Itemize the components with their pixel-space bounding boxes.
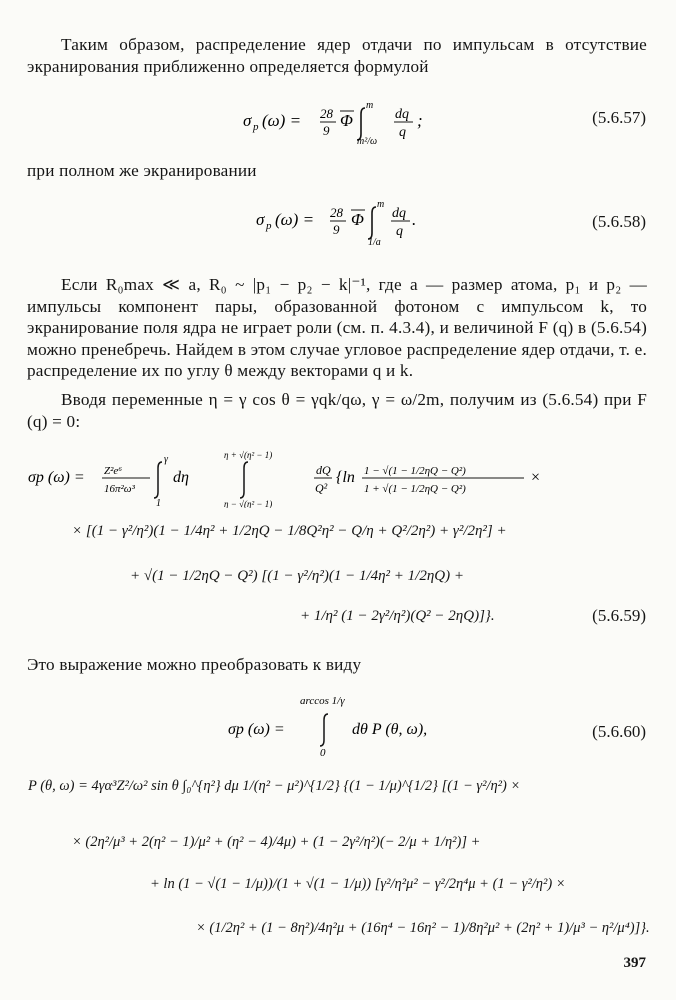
eq58-phi: Φ xyxy=(351,210,364,229)
eq59-coef-num: Z²e⁶ xyxy=(104,465,123,477)
eqp-line3: + ln (1 − √(1 − 1/μ))/(1 + √(1 − 1/μ)) [γ²/η²μ² − γ²/2η⁴μ + (1 − γ²/η²) × xyxy=(150,876,566,892)
eq59-int2-upper: η + √(η² − 1) xyxy=(224,450,273,460)
eq59-coef-den: 16π²ω³ xyxy=(104,483,135,495)
eq59-ln: {ln xyxy=(336,469,355,486)
eq58-integrand: dq xyxy=(392,206,406,221)
eq60-lower: 0 xyxy=(320,747,326,759)
eq57-lhs-arg: (ω) = xyxy=(262,111,302,130)
page-number: 397 xyxy=(623,955,646,971)
eq59-dq: dQ xyxy=(316,463,331,477)
eq60-number: (5.6.60) xyxy=(592,722,646,741)
eqp-line1: P (θ, ω) = 4γα³Z²/ω² sin θ ∫₀^{η²} dμ 1/(η² − μ²)^{1/2} {(1 − 1/μ)^{1/2} [(1 − γ²/η²) × xyxy=(28,778,521,794)
eq57-frac-num: 28 xyxy=(320,106,333,121)
eq57-phi: Φ xyxy=(340,111,353,130)
eq57-integrand-den: q xyxy=(399,125,406,140)
eq58-lhs-arg: (ω) = xyxy=(275,210,315,229)
eqp-line2: × (2η²/μ³ + 2(η² − 1)/μ² + (η² − 4)/4μ) + (1 − 2γ²/η²)(− 2/μ + 1/η²)] + xyxy=(72,834,481,850)
eq58-integrand-den: q xyxy=(396,224,403,239)
equation-5-6-60 xyxy=(228,690,488,766)
equation-5-6-57 xyxy=(243,100,493,152)
paragraph-2 xyxy=(27,274,647,382)
eq58-int-lower: 1/a xyxy=(368,237,381,247)
eq57-integrand: dq xyxy=(395,107,409,122)
transform-text: Это выражение можно преобразовать к виду xyxy=(27,655,362,674)
eq58-number: (5.6.58) xyxy=(592,212,646,231)
eqp-line4: × (1/2η² + (1 − 8η²)/4η²μ + (16η⁴ − 16η² − 1)/8η²μ² + (2η² + 1)/μ³ − η²/μ⁴)]}. xyxy=(196,920,650,936)
eq58-lhs: σ xyxy=(256,210,265,229)
eq60-rhs: dθ P (θ, ω), xyxy=(352,721,428,738)
equation-5-6-58 xyxy=(256,197,486,253)
eq58-frac-den: 9 xyxy=(333,222,340,237)
eq58-frac-num: 28 xyxy=(330,205,343,220)
eq57-number: (5.6.57) xyxy=(592,108,646,127)
paragraph-2-text: Если R₀max ≪ a, R₀ ~ |p₁ − p₂ − k|⁻¹, где a — размер атома, p₁ и p₂ — импульсы компонент пары, образованной фотоном с импульсом k, то экранирование поля ядра не играет роли (см. п. 4.3.4), и величиной F (q) в (5.6.54) можно пренебречь. Найдем в этом случае угловое распределение ядер отдачи, т. е. распределение их по углу θ между векторами q и k. xyxy=(27,275,647,380)
eq60-lhs: σp (ω) = xyxy=(228,721,285,738)
eq57-frac-den: 9 xyxy=(323,123,330,138)
eq57-int-upper: m xyxy=(366,100,374,111)
eq59-ln-den: 1 + √(1 − 1/2ηQ − Q²) xyxy=(364,483,466,495)
eq59-int-upper: γ xyxy=(164,454,168,465)
intro-paragraph xyxy=(27,34,647,77)
eq59-number: (5.6.59) xyxy=(592,606,646,625)
paragraph-3 xyxy=(27,389,647,432)
eq57-lhs-sub: p xyxy=(253,121,259,133)
eq57-svg xyxy=(243,100,493,146)
eq59-times: × xyxy=(530,469,541,486)
eq59-lhs: σp (ω) = xyxy=(28,469,85,486)
eq59-line4: + 1/η² (1 − 2γ²/η²)(Q² − 2ηQ)]}. xyxy=(300,608,495,624)
eq59-line2: × [(1 − γ²/η²)(1 − 1/4η² + 1/2ηQ − 1/8Q²η² − Q/η + Q²/2η²) + γ²/2η²] + xyxy=(72,523,507,539)
eq59-q2: Q² xyxy=(315,481,328,495)
eq58-int-upper: m xyxy=(377,199,385,210)
eq59-int2-lower: η − √(η² − 1) xyxy=(224,499,273,508)
eq59-line1 xyxy=(28,448,648,508)
eq58-svg xyxy=(256,197,486,247)
eq58-tail: . xyxy=(412,210,417,229)
intro-text: Таким образом, распределение ядер отдачи по импульсам в отсутствие экранирования приближенно определяется формулой xyxy=(27,35,647,76)
eq58-lhs-sub: p xyxy=(266,220,272,232)
eq59-ln-num: 1 − √(1 − 1/2ηQ − Q²) xyxy=(364,465,466,477)
eq59-line3: + √(1 − 1/2ηQ − Q²) [(1 − γ²/η²)(1 − 1/4η² + 1/2ηQ) + xyxy=(130,568,464,584)
eq57-tail: ; xyxy=(417,111,423,130)
eq57-int-lower: m²/ω xyxy=(357,136,378,146)
equation-5-6-59 xyxy=(28,448,648,514)
eq60-upper: arccos 1/γ xyxy=(300,695,345,707)
full-screen-text: при полном же экранировании xyxy=(27,161,257,180)
eq60-svg xyxy=(228,690,488,760)
eq59-int-lower: 1 xyxy=(156,498,161,508)
eq57-lhs: σ xyxy=(243,111,252,130)
paragraph-3-text: Вводя переменные η = γ cos θ = γqk/qω, γ = ω/2m, получим из (5.6.54) при F (q) = 0: xyxy=(27,390,647,431)
eq59-deta: dη xyxy=(173,469,189,486)
